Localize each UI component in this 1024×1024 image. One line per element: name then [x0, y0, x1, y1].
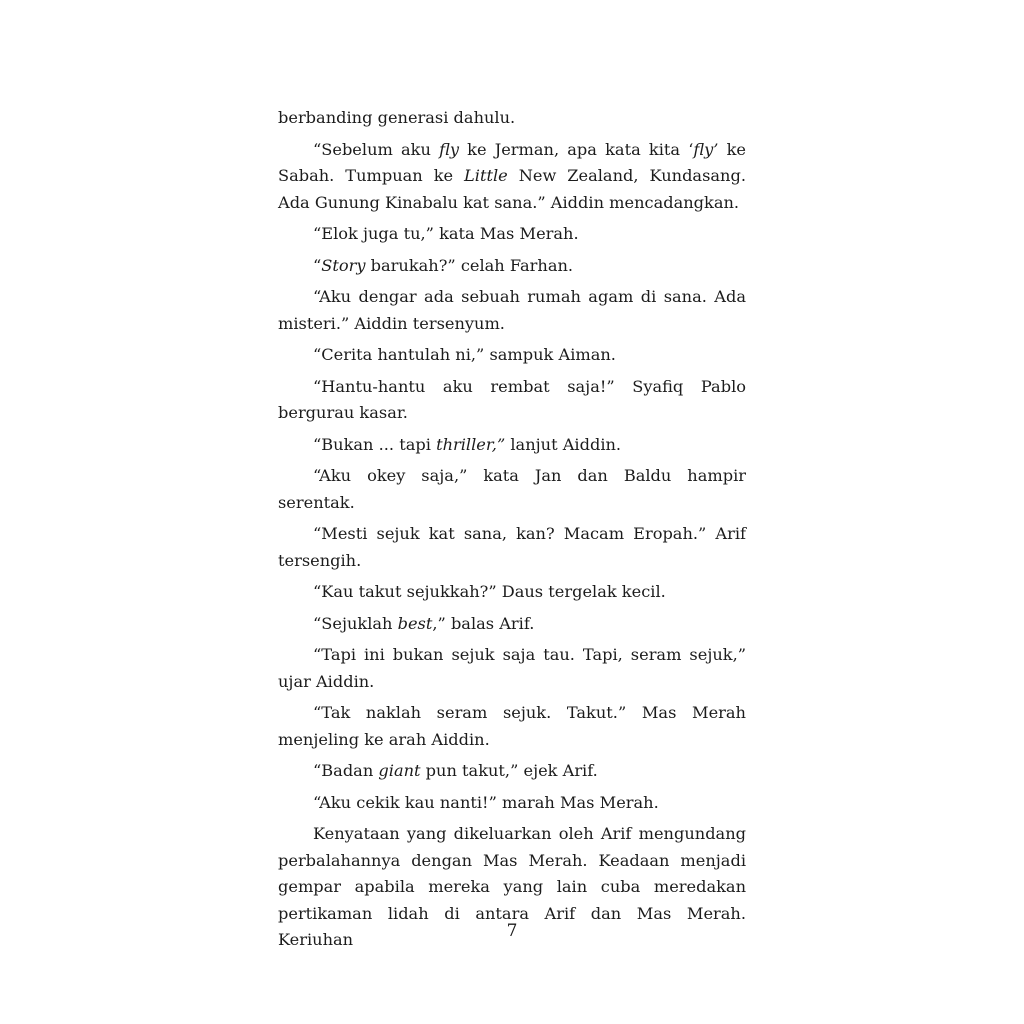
text-run: “Bukan ... tapi: [313, 434, 437, 454]
italic-text: thriller,”: [436, 434, 506, 454]
text-run: “Tapi ini bukan sejuk saja tau. Tapi, seram sejuk,” ujar Aiddin.: [278, 645, 746, 691]
italic-text: giant: [378, 761, 421, 780]
paragraph: [278, 105, 746, 132]
paragraph: [278, 611, 746, 638]
text-run: Kenyataan yang dikeluarkan oleh Arif mengundang perbalahannya dengan Mas Merah. Keadaan menjadi gempar apabila mereka yang lain cuba meredakan pertikaman lidah di antara Arif dan Mas Merah. Keriuhan: [278, 824, 746, 949]
text-run: ke Sabah. Tumpuan ke: [278, 139, 746, 185]
text-run: “Aku okey saja,” kata Jan dan Baldu hampir serentak.: [278, 466, 746, 512]
text-run: “Aku cekik kau nanti!” marah Mas Merah.: [313, 792, 659, 812]
text-run: ,” balas Arif.: [432, 613, 535, 633]
text-run: “Cerita hantulah ni,” sampuk Aiman.: [313, 345, 616, 364]
page-number: 7: [506, 921, 518, 941]
text-run: New Zealand, Kundasang. Ada Gunung Kinabalu kat sana.” Aiddin mencadangkan.: [278, 166, 746, 212]
text-run: ke Jerman, apa kata kita ‘: [459, 139, 694, 159]
text-run: “Aku dengar ada sebuah rumah agam di sana. Ada misteri.” Aiddin tersenyum.: [278, 287, 746, 333]
text-run: barukah?” celah Farhan.: [365, 255, 574, 275]
text-run: lanjut Aiddin.: [505, 434, 622, 454]
paragraph: [278, 221, 746, 248]
paragraph: [278, 790, 746, 817]
text-run: “Tak naklah seram sejuk. Takut.” Mas Merah menjeling ke arah Aiddin.: [278, 703, 746, 749]
paragraph: [278, 579, 746, 606]
text-run: “Mesti sejuk kat sana, kan? Macam Eropah.” Arif tersengih.: [278, 524, 746, 570]
text-run: “Elok juga tu,” kata Mas Merah.: [313, 224, 579, 243]
paragraph: [278, 342, 746, 369]
italic-text: fly: [439, 139, 460, 159]
italic-text: best: [397, 613, 433, 633]
text-run: “Sebelum aku: [313, 139, 440, 159]
paragraph: [278, 432, 746, 459]
text-run: “Sejuklah: [313, 613, 398, 633]
italic-text: Story: [321, 255, 366, 275]
paragraph: [278, 463, 746, 516]
paragraph: [278, 758, 746, 785]
paragraph: [278, 284, 746, 337]
paragraph: [278, 521, 746, 574]
paragraph: [278, 374, 746, 427]
body-text: [278, 105, 746, 959]
paragraph: [278, 700, 746, 753]
paragraph: [278, 642, 746, 695]
text-run: berbanding generasi dahulu.: [278, 108, 516, 127]
text-run: “Kau takut sejukkah?” Daus tergelak kecil.: [313, 582, 666, 601]
text-run: “Hantu-hantu aku rembat saja!” Syafiq Pablo bergurau kasar.: [278, 376, 746, 422]
text-run: pun takut,” ejek Arif.: [420, 761, 598, 780]
italic-text: fly’: [693, 139, 719, 159]
text-run: “Badan: [313, 761, 379, 780]
text-run: “: [313, 255, 322, 275]
paragraph: [278, 253, 746, 280]
paragraph: [278, 137, 746, 217]
italic-text: Little: [464, 166, 508, 185]
